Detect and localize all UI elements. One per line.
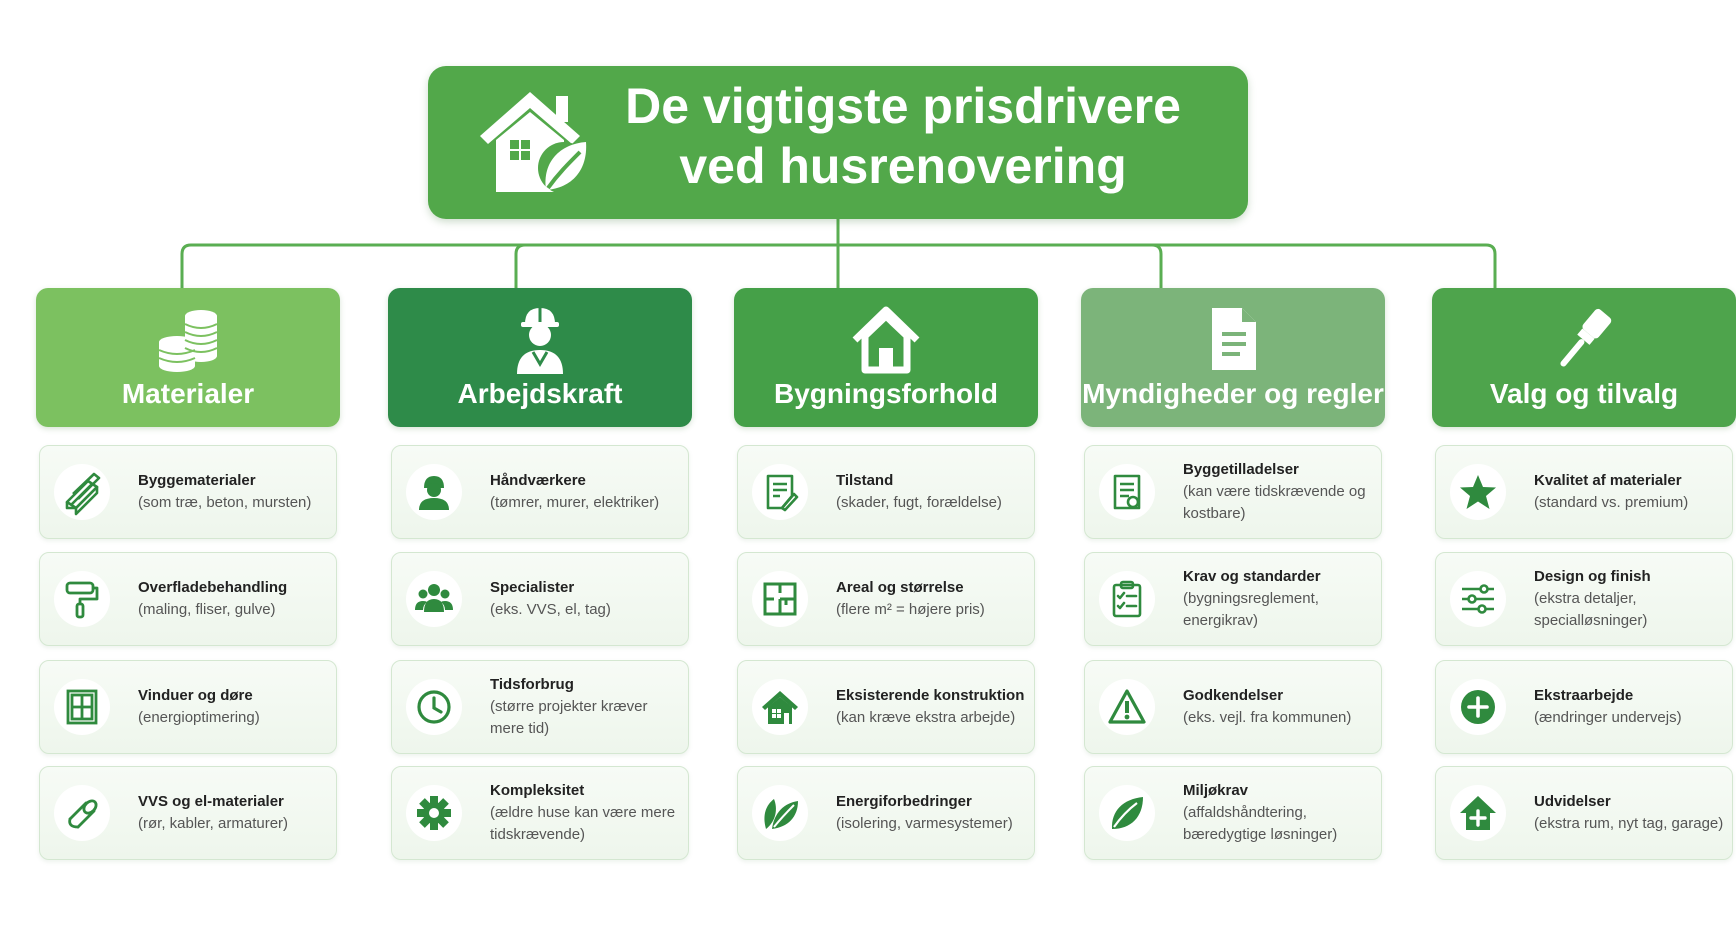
- card-text: [1534, 566, 1724, 632]
- card-subtitle: (ekstra detaljer, specialløsninger): [1534, 590, 1648, 629]
- card-subtitle: (flere m² = højere pris): [836, 601, 985, 618]
- card-title: Kompleksitet: [490, 782, 585, 799]
- card-icon-badge: [406, 464, 462, 520]
- card-icon-badge: [1450, 679, 1506, 735]
- pipe-icon: [62, 793, 102, 833]
- card-text: [836, 791, 1026, 835]
- leaves-icon: [760, 793, 800, 833]
- paintbrush-icon: [1547, 302, 1621, 376]
- card-subtitle: (ældre huse kan være mere tidskrævende): [490, 804, 676, 843]
- card-icon-badge: [1099, 785, 1155, 841]
- card-title: Ekstraarbejde: [1534, 687, 1634, 704]
- card-icon-badge: [406, 785, 462, 841]
- card-text: [1534, 470, 1724, 514]
- card-text: [836, 470, 1026, 514]
- card-text: [836, 577, 1026, 621]
- card-icon-badge: [1099, 571, 1155, 627]
- factor-card: [1084, 552, 1382, 646]
- card-subtitle: (større projekter kræver mere tid): [490, 698, 648, 737]
- card-subtitle: (skader, fugt, forældelse): [836, 494, 1002, 511]
- card-icon-badge: [1099, 464, 1155, 520]
- card-subtitle: (energioptimering): [138, 709, 260, 726]
- card-text: [490, 780, 680, 846]
- card-icon-badge: [54, 785, 110, 841]
- card-text: [138, 685, 328, 729]
- card-text: [138, 791, 328, 835]
- card-title: Godkendelser: [1183, 687, 1284, 704]
- card-subtitle: (rør, kabler, armaturer): [138, 815, 289, 832]
- card-title: Eksisterende konstruktion: [836, 687, 1025, 704]
- card-icon-badge: [406, 571, 462, 627]
- card-subtitle: (kan kræve ekstra arbejde): [836, 709, 1016, 726]
- card-text: [1534, 791, 1724, 835]
- factor-card: [39, 660, 337, 754]
- card-title: VVS og el-materialer: [138, 793, 284, 810]
- column-header-4: [1081, 288, 1385, 427]
- card-title: Kvalitet af materialer: [1534, 472, 1682, 489]
- column-heading: Bygningsforhold: [774, 378, 998, 409]
- column-header-3: [734, 288, 1038, 427]
- card-subtitle: (eks. VVS, el, tag): [490, 601, 611, 618]
- card-subtitle: (ekstra rum, nyt tag, garage): [1534, 815, 1724, 832]
- factor-card: [1084, 766, 1382, 860]
- coins-icon: [151, 302, 225, 376]
- card-title: Byggetilladelser: [1183, 461, 1299, 478]
- factor-card: [39, 766, 337, 860]
- factor-card: [391, 660, 689, 754]
- column-header-2: [388, 288, 692, 427]
- card-icon-badge: [54, 464, 110, 520]
- card-text: [138, 577, 328, 621]
- floorplan-icon: [760, 579, 800, 619]
- house-icon: [849, 302, 923, 376]
- card-icon-badge: [752, 679, 808, 735]
- card-subtitle: (standard vs. premium): [1534, 494, 1689, 511]
- column-header-5: [1432, 288, 1736, 427]
- card-title: Krav og standarder: [1183, 568, 1321, 585]
- clock-icon: [414, 687, 454, 727]
- card-title: Design og finish: [1534, 568, 1651, 585]
- card-text: [836, 685, 1026, 729]
- card-title: Overfladebehandling: [138, 579, 288, 596]
- plus-circle-icon: [1458, 687, 1498, 727]
- card-subtitle: (bygningsreglement, energikrav): [1183, 590, 1319, 629]
- sliders-icon: [1458, 579, 1498, 619]
- card-icon-badge: [406, 679, 462, 735]
- factor-card: [1084, 445, 1382, 539]
- card-icon-badge: [1099, 679, 1155, 735]
- person-icon: [414, 472, 454, 512]
- column-heading: Valg og tilvalg: [1489, 378, 1679, 409]
- paint-roller-icon: [62, 579, 102, 619]
- card-icon-badge: [1450, 785, 1506, 841]
- card-subtitle: (som træ, beton, mursten): [138, 494, 312, 511]
- factor-card: [737, 445, 1035, 539]
- card-subtitle: (tømrer, murer, elektriker): [490, 494, 660, 511]
- card-title: Miljøkrav: [1183, 782, 1249, 799]
- card-subtitle: (kan være tidskrævende og kostbare): [1183, 483, 1366, 522]
- window-icon: [62, 687, 102, 727]
- house-plus-icon: [1458, 793, 1498, 833]
- card-icon-badge: [752, 571, 808, 627]
- factor-card: [391, 552, 689, 646]
- card-title: Byggematerialer: [138, 472, 256, 489]
- card-text: [1183, 459, 1373, 525]
- card-text: [490, 470, 680, 514]
- permit-icon: [1107, 472, 1147, 512]
- house-leaf-icon: [476, 86, 594, 198]
- card-icon-badge: [54, 571, 110, 627]
- card-text: [490, 577, 680, 621]
- factor-card: [737, 766, 1035, 860]
- factor-card: [1435, 660, 1733, 754]
- column-header-1: [36, 288, 340, 427]
- leaf-icon: [1107, 793, 1147, 833]
- card-icon-badge: [1450, 571, 1506, 627]
- column-heading: Myndigheder og regler: [1082, 378, 1384, 409]
- house-icon: [760, 687, 800, 727]
- report-icon: [760, 472, 800, 512]
- card-title: Specialister: [490, 579, 575, 596]
- title-line-1: De vigtigste prisdrivere: [625, 78, 1181, 134]
- gear-icon: [414, 793, 454, 833]
- column-heading: Materialer: [121, 378, 255, 409]
- title-line-2: ved husrenovering: [679, 138, 1127, 194]
- factor-card: [1435, 766, 1733, 860]
- card-subtitle: (ændringer undervejs): [1534, 709, 1682, 726]
- card-subtitle: (isolering, varmesystemer): [836, 815, 1013, 832]
- factor-card: [39, 445, 337, 539]
- card-title: Tidsforbrug: [490, 676, 574, 693]
- worker-icon: [503, 302, 577, 376]
- card-icon-badge: [1450, 464, 1506, 520]
- factor-card: [737, 660, 1035, 754]
- card-text: [1183, 566, 1373, 632]
- card-subtitle: (maling, fliser, gulve): [138, 601, 276, 618]
- factor-card: [1084, 660, 1382, 754]
- factor-card: [39, 552, 337, 646]
- factor-card: [1435, 552, 1733, 646]
- card-title: Udvidelser: [1534, 793, 1611, 810]
- card-text: [490, 674, 680, 740]
- checklist-icon: [1107, 579, 1147, 619]
- card-subtitle: (eks. vejl. fra kommunen): [1183, 709, 1352, 726]
- lumber-icon: [62, 472, 102, 512]
- factor-card: [391, 445, 689, 539]
- card-subtitle: (affaldshåndtering, bæredygtige løsninger): [1183, 804, 1338, 843]
- factor-card: [391, 766, 689, 860]
- page-title: [578, 76, 1228, 196]
- group-icon: [414, 579, 454, 619]
- card-title: Vinduer og døre: [138, 687, 253, 704]
- document-icon: [1196, 302, 1270, 376]
- card-text: [138, 470, 328, 514]
- card-icon-badge: [752, 785, 808, 841]
- factor-card: [1435, 445, 1733, 539]
- factor-card: [737, 552, 1035, 646]
- card-title: Tilstand: [836, 472, 894, 489]
- star-icon: [1458, 472, 1498, 512]
- warning-icon: [1107, 687, 1147, 727]
- card-text: [1183, 780, 1373, 846]
- card-icon-badge: [54, 679, 110, 735]
- card-title: Areal og størrelse: [836, 579, 964, 596]
- card-icon-badge: [752, 464, 808, 520]
- card-text: [1183, 685, 1373, 729]
- card-title: Energiforbedringer: [836, 793, 972, 810]
- card-text: [1534, 685, 1724, 729]
- card-title: Håndværkere: [490, 472, 586, 489]
- column-heading: Arbejdskraft: [457, 378, 623, 409]
- title-banner: [428, 66, 1248, 219]
